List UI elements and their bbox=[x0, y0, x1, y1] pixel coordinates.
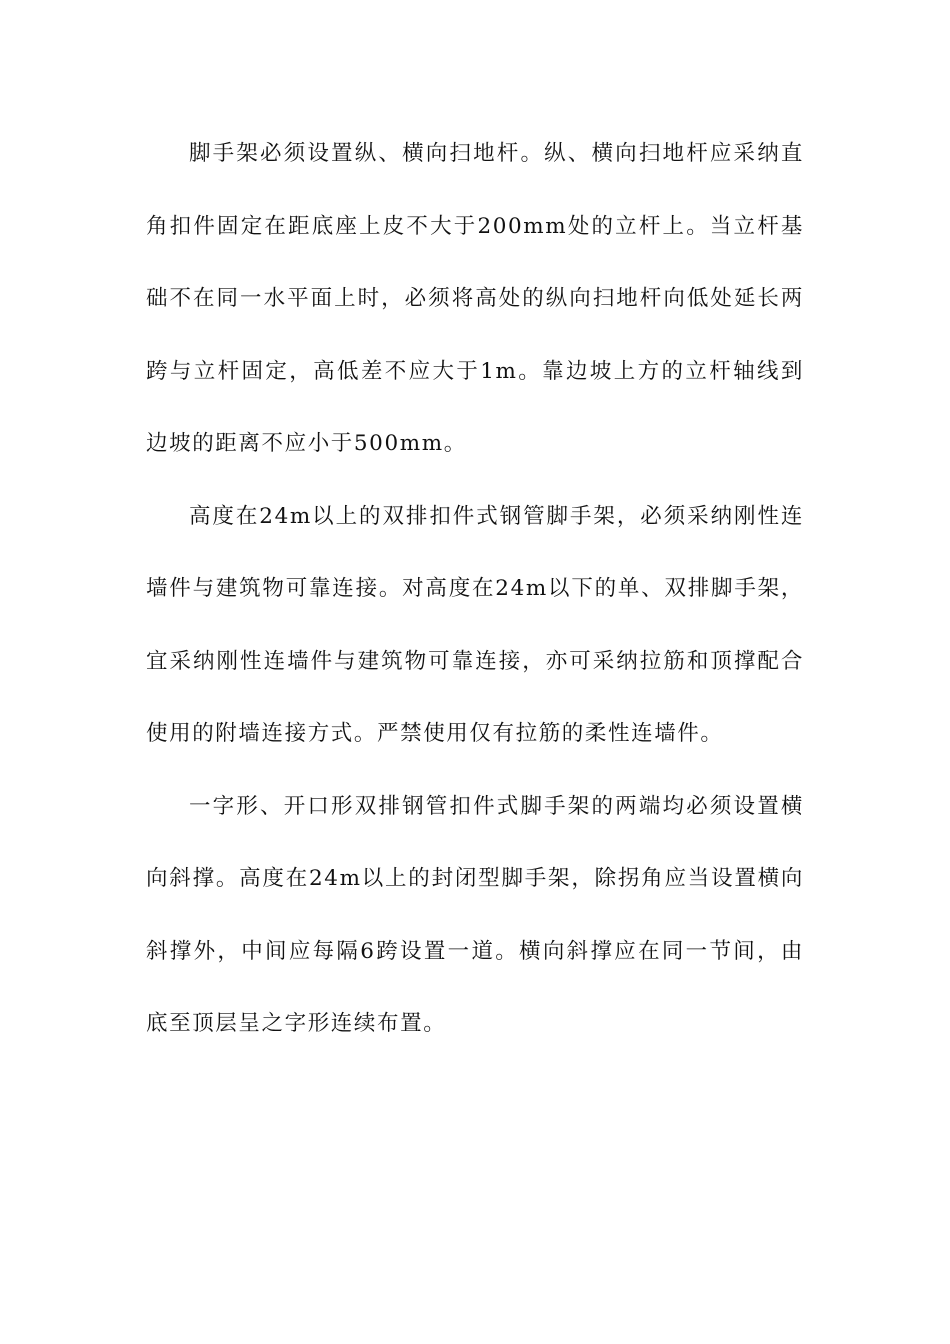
paragraph-wall-ties: 高度在24m以上的双排扣件式钢管脚手架，必须采纳刚性连墙件与建筑物可靠连接。对高度在24m以下的单、双排脚手架，宜采纳刚性连墙件与建筑物可靠连接，亦可采纳拉筋和顶撑配合使用的附墙连接方式。严禁使用仅有拉筋的柔性连墙件。 bbox=[146, 503, 804, 746]
document-body bbox=[146, 118, 804, 1061]
paragraph-diagonal-braces: 一字形、开口形双排钢管扣件式脚手架的两端均必须设置横向斜撑。高度在24m以上的封闭型脚手架，除拐角应当设置横向斜撑外，中间应每隔6跨设置一道。横向斜撑应在同一节间，由底至顶层呈之字形连续布置。 bbox=[146, 793, 804, 1036]
paragraph-sweep-rods: 脚手架必须设置纵、横向扫地杆。纵、横向扫地杆应采纳直角扣件固定在距底座上皮不大于200mm处的立杆上。当立杆基础不在同一水平面上时，必须将高处的纵向扫地杆向低处延长两跨与立杆固定，高低差不应大于1m。靠边坡上方的立杆轴线到边坡的距离不应小于500mm。 bbox=[146, 141, 804, 456]
